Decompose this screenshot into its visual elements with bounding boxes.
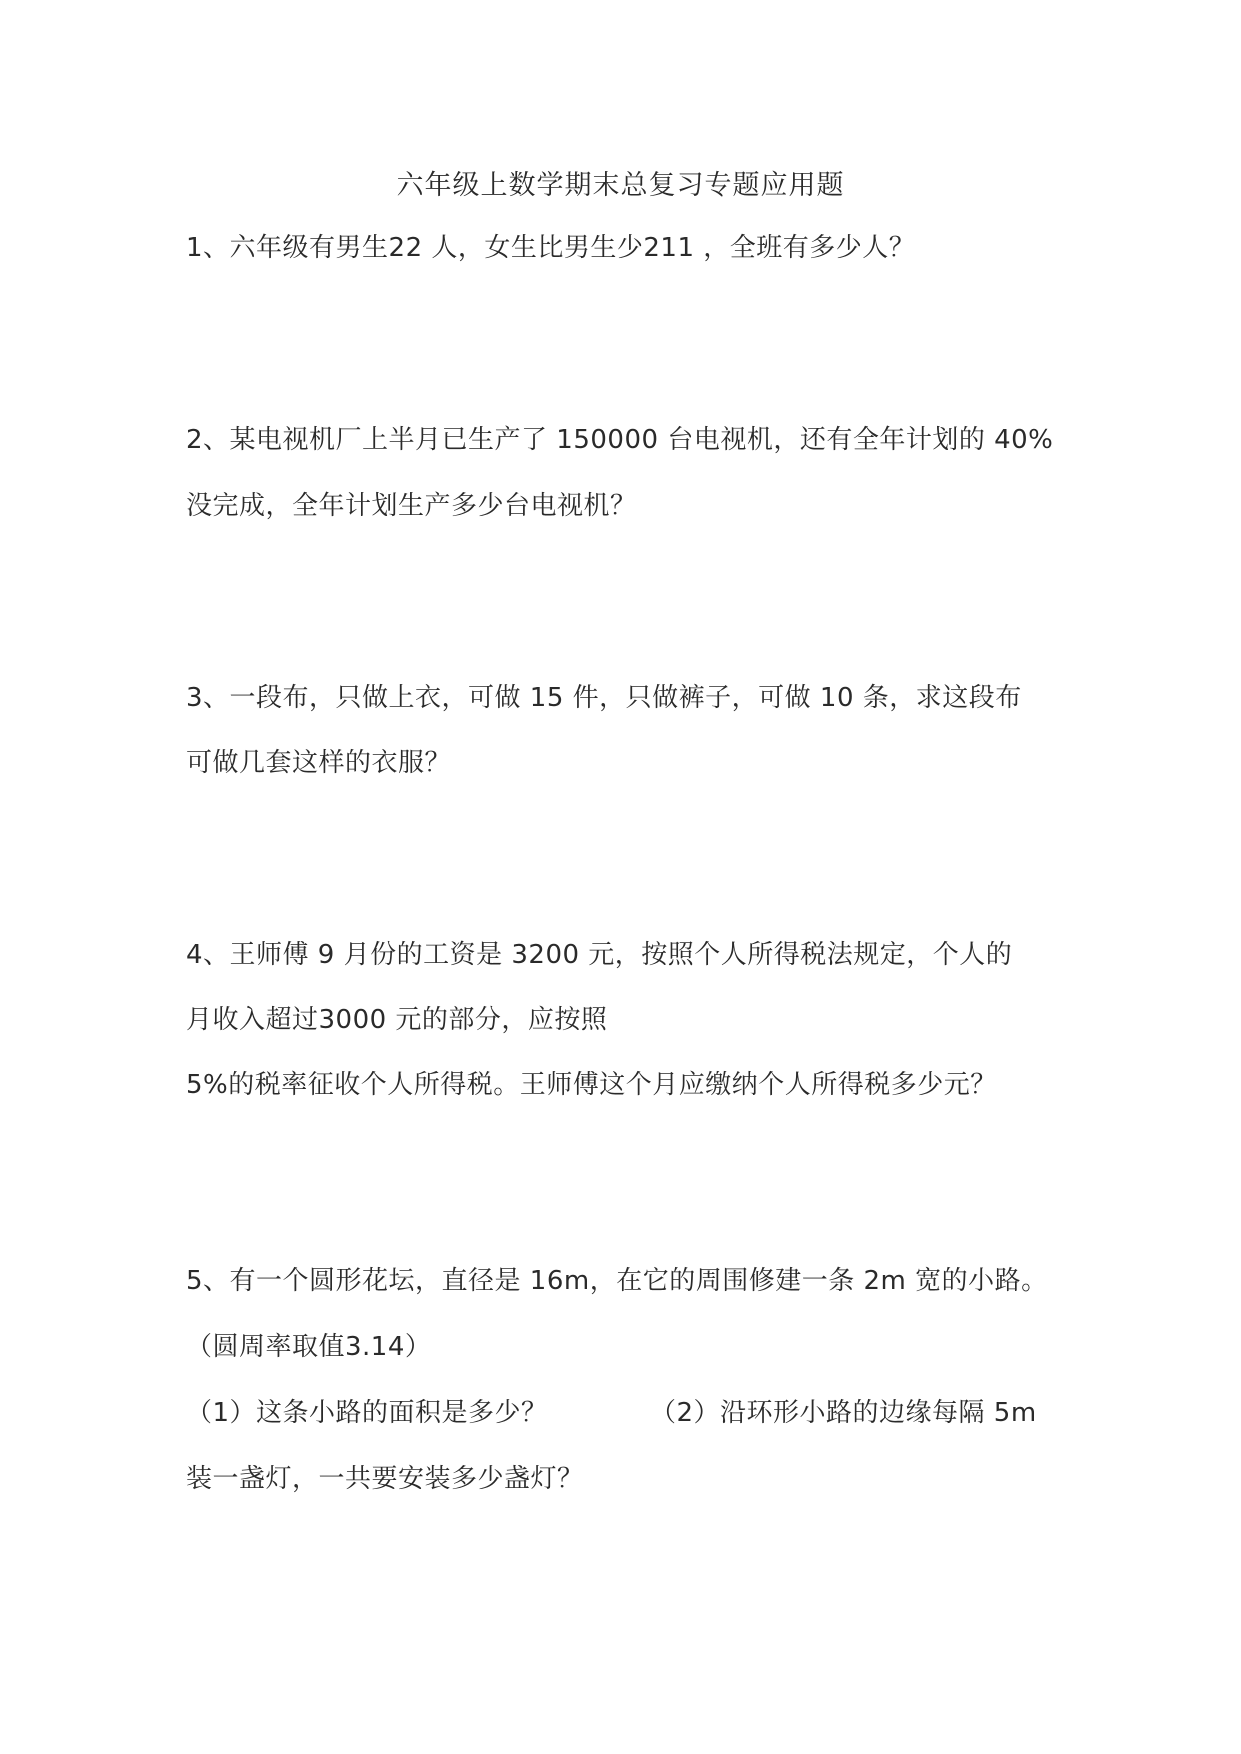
page-title: 六年级上数学期末总复习专题应用题 bbox=[396, 170, 845, 201]
question-2-line-2: 没完成，全年计划生产多少台电视机？ bbox=[186, 491, 637, 521]
question-5-sub-1: （1）这条小路的面积是多少？ bbox=[186, 1398, 548, 1428]
question-5-sub-questions bbox=[186, 1396, 1037, 1430]
question-4-line-3: 5%的税率征收个人所得税。王师傅这个月应缴纳个人所得税多少元？ bbox=[186, 1070, 997, 1100]
question-4-line-1: 4、王师傅 9 月份的工资是 3200 元，按照个人所得税法规定，个人的 bbox=[186, 940, 1013, 970]
question-5-sub-2: （2）沿环形小路的边缘每隔 5m bbox=[650, 1398, 1037, 1428]
question-5-tail: 装一盏灯，一共要安装多少盏灯？ bbox=[186, 1464, 584, 1494]
question-2-line-1: 2、某电视机厂上半月已生产了 150000 台电视机，还有全年计划的 40% bbox=[186, 425, 1054, 455]
question-5-line-2: （圆周率取值3.14） bbox=[186, 1332, 432, 1362]
question-5-line-1: 5、有一个圆形花坛，直径是 16m，在它的周围修建一条 2m 宽的小路。 bbox=[186, 1266, 1048, 1296]
question-1-line-1: 1、六年级有男生22 人，女生比男生少211 ，全班有多少人？ bbox=[186, 233, 916, 263]
question-3-line-1: 3、一段布，只做上衣，可做 15 件，只做裤子，可做 10 条，求这段布 bbox=[186, 683, 1022, 713]
question-4-line-2: 月收入超过3000 元的部分，应按照 bbox=[186, 1005, 608, 1035]
question-3-line-2: 可做几套这样的衣服？ bbox=[186, 748, 452, 778]
